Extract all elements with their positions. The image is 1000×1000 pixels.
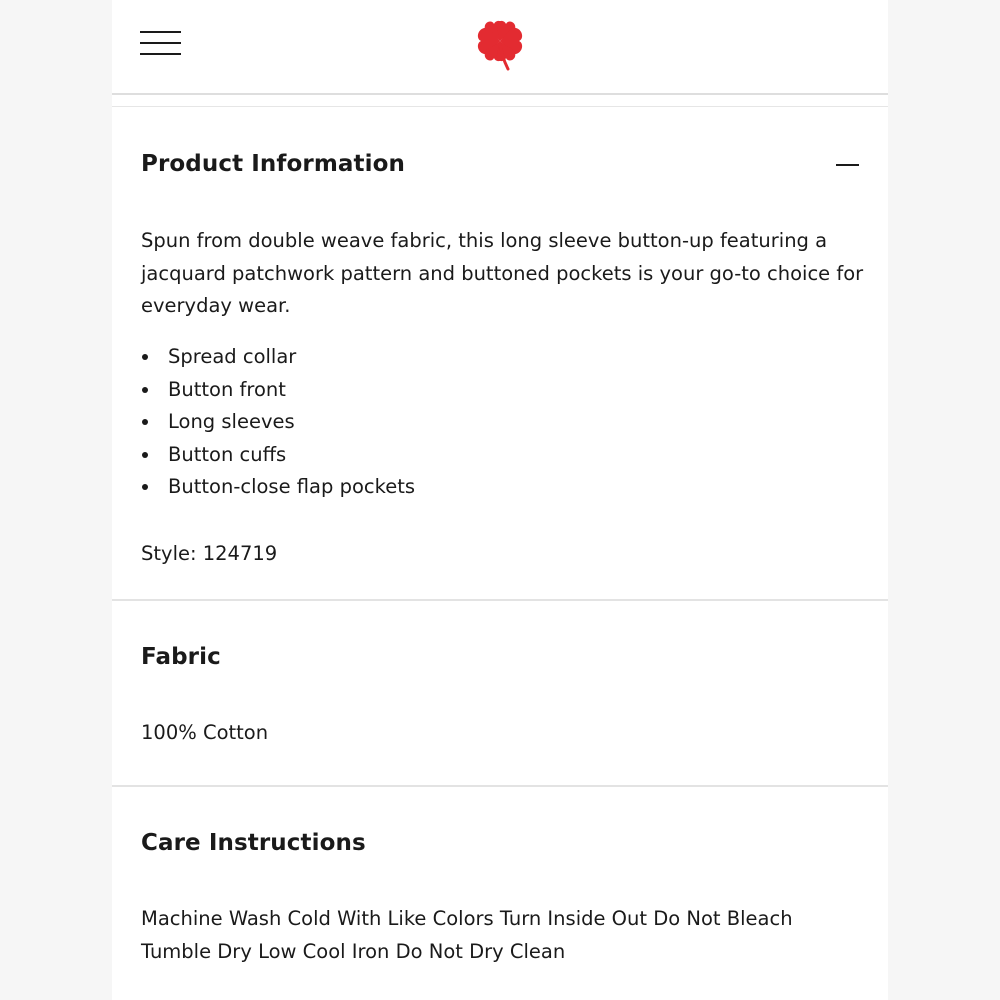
list-item [141,341,415,374]
product-page [112,0,888,1000]
fabric-title[interactable]: Fabric [141,644,221,670]
bullet-icon [142,419,148,425]
style-number: Style: 124719 [141,542,278,565]
bullet-icon [142,484,148,490]
bullet-icon [142,387,148,393]
list-item [141,406,415,439]
bullet-icon [142,354,148,360]
feature-text: Long sleeves [168,410,295,433]
product-description [141,225,863,323]
care-instructions-text [141,903,793,968]
site-header [112,0,888,95]
hamburger-menu-icon[interactable] [140,30,182,58]
header-divider [112,106,888,107]
feature-text: Button cuffs [168,442,287,466]
bullet-icon [142,452,148,458]
description-line: jacquard patchwork pattern and buttoned pockets is your go-to choice for [141,261,864,285]
care-line: Tumble Dry Low Cool Iron Do Not Dry Clean [141,939,566,963]
list-item [141,439,415,472]
list-item [141,471,415,504]
list-item [141,374,415,407]
section-divider [112,785,888,787]
care-line: Machine Wash Cold With Like Colors Turn Inside Out Do Not Bleach [141,907,793,930]
section-divider [112,599,888,601]
feature-text: Button-close flap pockets [168,475,416,498]
care-instructions-title[interactable]: Care Instructions [141,830,366,856]
four-leaf-clover-icon[interactable] [470,13,530,73]
feature-list [141,341,415,504]
feature-text: Button front [168,377,286,401]
description-line: Spun from double weave fabric, this long sleeve button-up featuring a [141,229,828,252]
minus-icon[interactable] [836,164,859,166]
feature-text: Spread collar [168,345,297,368]
description-line: everyday wear. [141,294,291,317]
product-information-title[interactable]: Product Information [141,151,405,177]
fabric-content: 100% Cotton [141,721,269,744]
